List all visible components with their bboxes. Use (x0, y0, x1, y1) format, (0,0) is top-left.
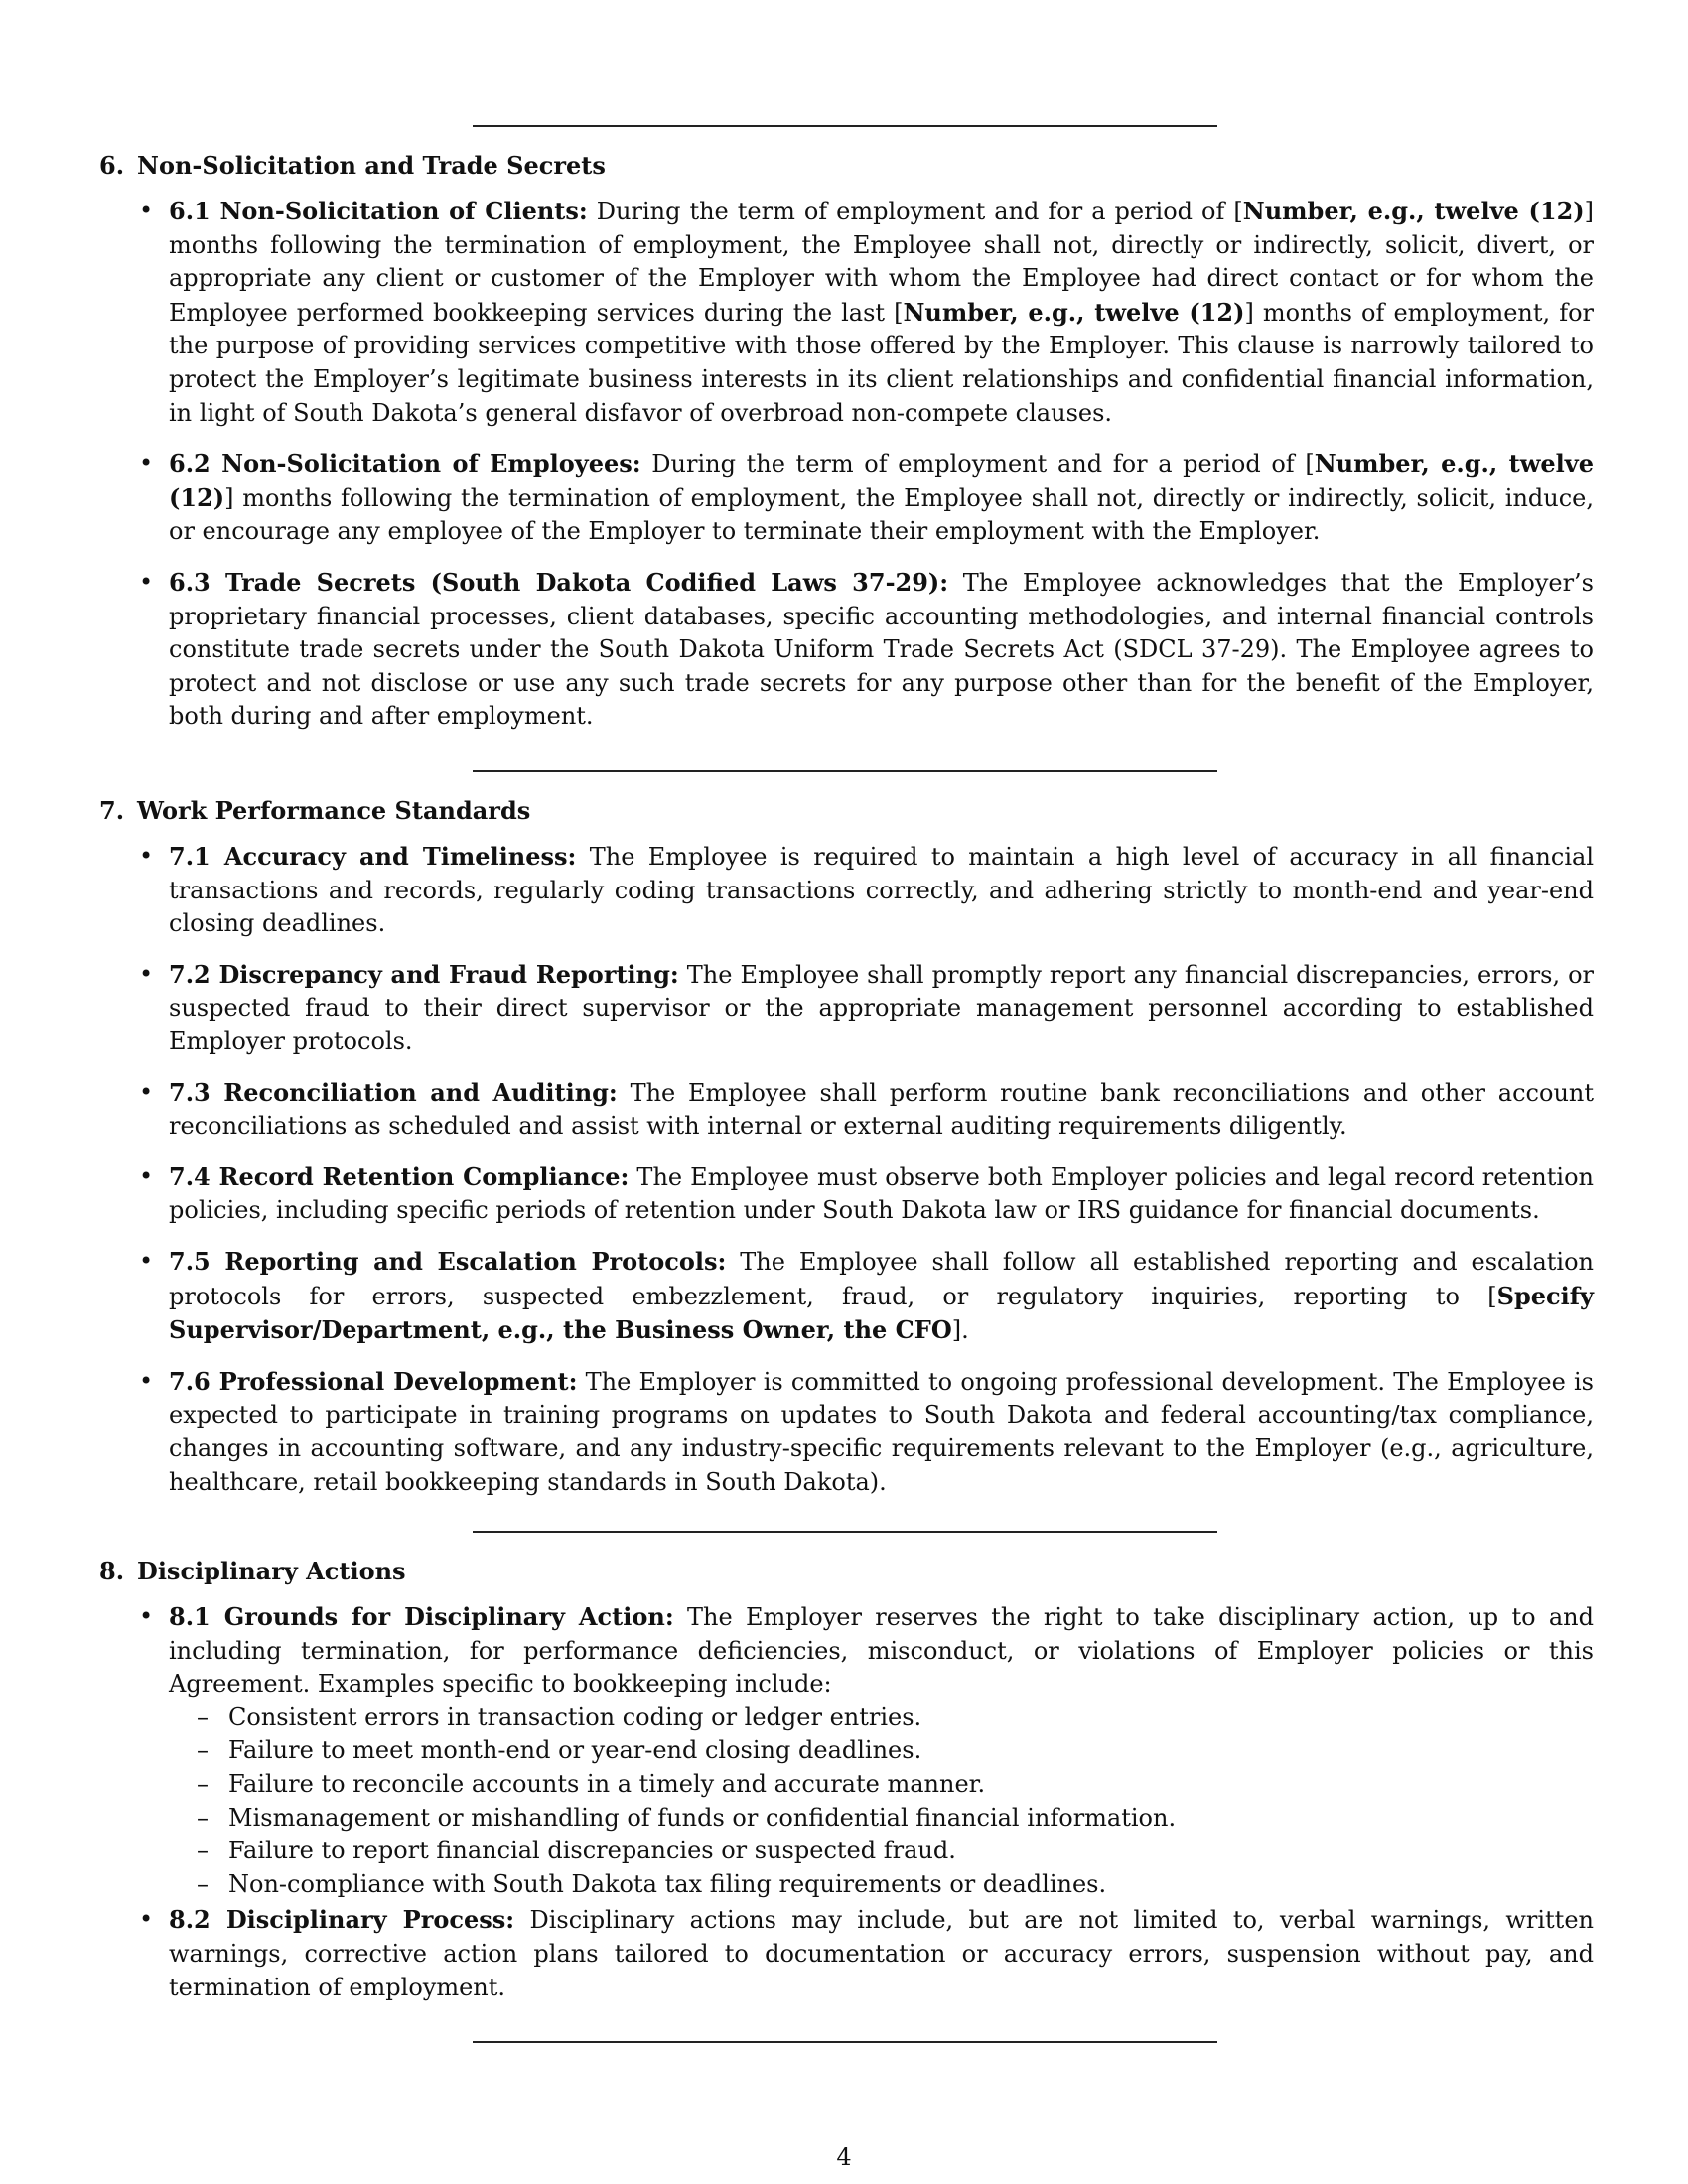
list-item: – Mismanagement or mishandling of funds or confidential financial information. (197, 1802, 1594, 1836)
section-divider (473, 125, 1217, 127)
clause-list (99, 195, 1594, 734)
clause-label: 8.2 Disciplinary Process: (169, 1905, 515, 1935)
clause-text: The Employee shall perform routine bank reconciliations and other account reconciliations as scheduled and assist with internal or external auditing requirements diligently. (169, 1078, 1594, 1141)
clause-label: 7.1 Accuracy and Timeliness: (169, 842, 577, 871)
clause-7-3 (99, 1076, 1594, 1144)
clause-text: The Employee shall follow all established reporting and escalation protocols for errors, suspected embezzlement, fraud, or regulatory inquiries, reporting to [ (169, 1247, 1594, 1310)
section-divider (473, 1531, 1217, 1533)
clause-list (99, 1600, 1594, 2004)
list-item: – Failure to report financial discrepancies or suspected fraud. (197, 1835, 1594, 1868)
clause-text: The Employer reserves the right to take disciplinary action, up to and including termination, for performance deficiencies, misconduct, or violations of Employer policies or this Agreement. Examples specific to bookkeeping include: (169, 1603, 1594, 1699)
section-6 (99, 151, 1594, 751)
clause-text: The Employer is committed to ongoing professional development. The Employee is expected to participate in training programs on updates to South Dakota and federal accounting/tax compliance, changes in accounting software, and any industry-specific requirements relevant to the Employer (e.g., agriculture, healthcare, retail bookkeeping standards in South Dakota). (169, 1367, 1594, 1496)
clause-text: ]. (951, 1316, 969, 1345)
list-item: – Non-compliance with South Dakota tax filing requirements or deadlines. (197, 1868, 1594, 1902)
section-number: 6. (99, 151, 125, 180)
section-heading (99, 151, 1594, 181)
clause-text: The Employee acknowledges that the Employer’s proprietary financial processes, client databases, specific accounting methodologies, and internal financial controls constitute trade secrets under the South Dakota Uniform Trade Secrets Act (SDCL 37-29). The Employee agrees to protect and not disclose or use any such trade secrets for any purpose other than for the benefit of the Employer, both during and after employment. (169, 568, 1595, 731)
clause-8-2 (99, 1903, 1594, 2004)
placeholder-text: Specify Supervisor/Department, e.g., the Business Owner, the CFO (169, 1281, 1594, 1345)
clause-text: ] months following the termination of employment, the Employee shall not, directly or indirectly, solicit, induce, or encourage any employee of the Employer to terminate their employment with the Employer. (169, 483, 1594, 546)
section-title: Non-Solicitation and Trade Secrets (137, 151, 606, 180)
placeholder-text: Number, e.g., twelve (12) (1242, 197, 1585, 225)
clause-text: Disciplinary actions may include, but are not limited to, verbal warnings, written warnings, corrective action plans tailored to documentation or accuracy errors, suspension without pay, and termination of employment. (169, 1906, 1594, 2001)
list-item: – Failure to reconcile accounts in a timely and accurate manner. (197, 1768, 1594, 1802)
clause-text: The Employee must observe both Employer policies and legal record retention policies, including specific periods of retention under South Dakota law or IRS guidance for financial documents. (169, 1162, 1594, 1225)
clause-text: ] months following the termination of employment, the Employee shall not, directly or indirectly, solicit, divert, or appropriate any client or customer of the Employer with whom the Employee had direct contact or for whom the Employee performed bookkeeping services during the last [ (169, 198, 1595, 327)
section-divider (473, 770, 1217, 772)
clause-7-2 (99, 958, 1594, 1059)
placeholder-text: Number, e.g., twelve (12) (903, 297, 1245, 327)
example-list (169, 1702, 1594, 1902)
section-divider (473, 2041, 1217, 2043)
clause-text: The Employee shall promptly report any financial discrepancies, errors, or suspected fraud to their direct supervisor or the appropriate management personnel according to established Employer protocols. (169, 960, 1594, 1055)
clause-7-5 (99, 1245, 1594, 1348)
clause-text: During the term of employment and for a period of [ (640, 450, 1315, 478)
clause-label: 7.3 Reconciliation and Auditing: (169, 1077, 618, 1107)
clause-label: 6.2 Non-Solicitation of Employees: (169, 449, 641, 478)
clause-6-3 (99, 566, 1594, 734)
section-7 (99, 796, 1594, 1516)
clause-text: During the term of employment and for a period of [ (587, 198, 1243, 225)
section-title: Disciplinary Actions (137, 1557, 406, 1585)
section-number: 8. (99, 1557, 125, 1585)
section-8 (99, 1557, 1594, 2021)
clause-label: 7.6 Professional Development: (169, 1366, 578, 1396)
clause-label: 6.3 Trade Secrets (South Dakota Codified Laws 37-29): (169, 567, 949, 597)
clause-label: 6.1 Non-Solicitation of Clients: (169, 197, 588, 225)
clause-6-2 (99, 447, 1594, 549)
section-number: 7. (99, 796, 125, 825)
list-item: – Consistent errors in transaction coding or ledger entries. (197, 1702, 1594, 1735)
placeholder-text: Number, e.g., twelve (12) (169, 449, 1594, 512)
section-title: Work Performance Standards (137, 796, 531, 825)
clause-7-4 (99, 1160, 1594, 1228)
clause-7-6 (99, 1365, 1594, 1499)
section-heading (99, 796, 1594, 826)
clause-label: 7.4 Record Retention Compliance: (169, 1161, 630, 1191)
clause-label: 7.5 Reporting and Escalation Protocols: (169, 1246, 727, 1276)
clause-text: ] months of employment, for the purpose of providing services competitive with those offered by the Employer. This clause is narrowly tailored to protect the Employer’s legitimate business interests in its client relationships and confidential financial information, in light of South Dakota’s general disfavor of overbroad non-compete clauses. (169, 298, 1594, 427)
clause-label: 8.1 Grounds for Disciplinary Action: (169, 1602, 674, 1631)
clause-text: The Employee is required to maintain a high level of accuracy in all financial transactions and records, regularly coding transactions correctly, and adhering strictly to month-end and year-end closing deadlines. (169, 843, 1594, 938)
clause-label: 7.2 Discrepancy and Fraud Reporting: (169, 959, 679, 989)
clause-list (99, 840, 1594, 1499)
clause-6-1 (99, 195, 1594, 430)
section-heading (99, 1557, 1594, 1586)
page-number: 4 (836, 2143, 852, 2171)
clause-7-1 (99, 840, 1594, 941)
list-item: – Failure to meet month-end or year-end closing deadlines. (197, 1734, 1594, 1768)
clause-8-1 (99, 1600, 1594, 1901)
